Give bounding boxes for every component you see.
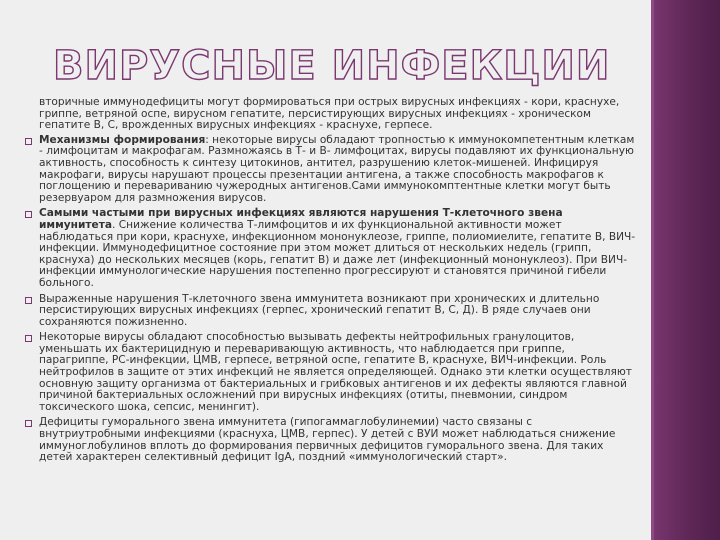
- paragraph-neutrophils: [25, 332, 637, 413]
- decorative-side-bar: [651, 0, 720, 540]
- paragraph-lead: Механизмы формирования: [39, 133, 206, 146]
- bullet-icon: [25, 335, 32, 342]
- paragraph-text: . Снижение количества Т-лимфоцитов и их функциональной активности может наблюдаться при кори, краснухе, инфекционном мононуклеозе, гриппе, полиомиелите, гепатите В, ВИЧ-инфекции. Иммунодефицитное состояние при этом может длиться от нескольких недель (грипп, краснуха) до нескольких месяцев (корь, гепатит В) и даже лет (инфекционный мононуклеоз). При ВИЧ-инфекции иммунологические нарушения постепенно прогрессируют и становятся причиной гибели больного.: [39, 218, 636, 289]
- paragraph-mechanisms: [25, 135, 637, 205]
- paragraph-t-cell: [25, 208, 637, 289]
- paragraph-humoral: [25, 417, 637, 463]
- paragraph-text: вторичные иммунодефициты могут формироваться при острых вирусных инфекциях - кори, краснухе, гриппе, ветряной оспе, вирусном гепатите, персистирующих вирусных инфекциях - хроническом гепатите В, С, врожденных вирусных инфекциях - краснухе, герпесе.: [39, 96, 620, 132]
- paragraph-text: Дефициты гуморального звена иммунитета (гипогаммаглобулинемии) часто связаны с внутриутробными инфекциями (краснуха, ЦМВ, герпес). У детей с ВУИ может наблюдаться снижение иммуноглобулинов вплоть до формирования первичных дефицитов гуморального звена. Для таких детей характерен селективный дефицит IgA, поздний «иммунологический старт».: [39, 416, 616, 464]
- slide-title: ВИРУСНЫЕ ИНФЕКЦИИ: [53, 43, 611, 89]
- paragraph-lead: Самыми частыми при вирусных инфекциях являются нарушения Т-клеточного звена иммунитета: [39, 207, 563, 231]
- slide-content: [25, 97, 637, 468]
- paragraph-text: Выраженные нарушения Т-клеточного звена иммунитета возникают при хронических и длительно персистирующих вирусных инфекциях (герпес, хронический гепатит В, С, Д). В ряде случаев они сохраняются пожизненно.: [39, 292, 600, 328]
- paragraph-chronic: [25, 294, 637, 329]
- bullet-icon: [25, 420, 32, 427]
- bullet-icon: [25, 211, 32, 218]
- paragraph-intro: [25, 97, 637, 132]
- bullet-icon: [25, 297, 32, 304]
- bullet-icon: [25, 138, 32, 145]
- paragraph-text: : некоторые вирусы обладают тропностью к иммунокомпетентным клеткам - лимфоцитам и макрофагам. Размножаясь в Т- и В- лимфоцитах, вирусы подавляют их функциональную активность, способность к синтезу цитокинов, антител, разрушению клеток-мишеней. Инфицируя макрофаги, вирусы нарушают процессы презентации антигена, а также способность макрофагов к поглощению и перевариванию чужеродных антигенов.Сами иммунокомптентные клетки могут быть резервуаром для размножения вирусов.: [39, 133, 635, 204]
- paragraph-text: Некоторые вирусы обладают способностью вызывать дефекты нейтрофильных гранулоцитов, уменьшать их бактерицидную и переваривающую активность, что наблюдается при гриппе, парагриппе, РС-инфекции, ЦМВ, герпесе, ветряной оспе, гепатите В, краснухе, ВИЧ-инфекции. Роль нейтрофилов в защите от этих инфекций не является определяющей. Однако эти клетки осуществляют основную защиту организма от бактериальных и грибковых антигенов и их дефекты являются главной причиной бактериальных осложнений при вирусных инфекциях (отиты, пневмонии, синдром токсического шока, сепсис, менингит).: [39, 331, 632, 413]
